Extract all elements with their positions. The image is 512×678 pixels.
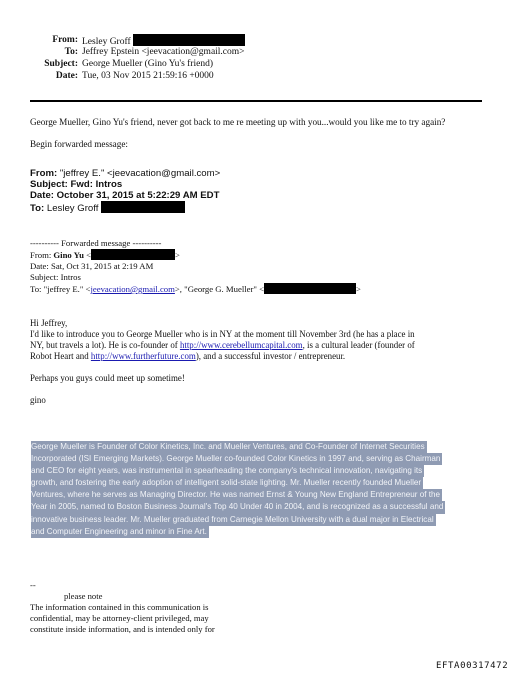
- fwd-to-value: Lesley Groff: [46, 203, 99, 214]
- bates-number: EFTA00317472: [436, 661, 509, 671]
- signature-dashes: --: [30, 580, 36, 590]
- header-date-row: [0, 70, 512, 82]
- redaction-box: [101, 201, 185, 213]
- bio-line: and CEO for eight years, was instrumental in spearheading the company's technical innovation, navigating its: [31, 465, 424, 477]
- inner-forward-header: ---------- Forwarded message ---------- From: Gino Yu < > Date: Sat, Oct 31, 2015 at 2:19 AM Subject: Intros To: "jeffrey E." <jeevacation@gmail.com>, "George G. Mueller" < >: [30, 238, 361, 294]
- header-to-value: Jeffrey Epstein <jeevacation@gmail.com>: [82, 47, 245, 57]
- header-subject-label: Subject:: [44, 59, 78, 69]
- fwd-from-value: "jeffrey E." <jeevacation@gmail.com>: [59, 168, 221, 179]
- bio-line: Ventures, where he serves as Managing Director. He was named Ernst & Young New England Entrepreneur of the: [31, 489, 442, 501]
- fwd-to-label: To:: [30, 203, 45, 214]
- fwd-date-value: October 31, 2015 at 5:22:29 AM EDT: [56, 190, 220, 201]
- fwd-from-label: From:: [30, 168, 58, 179]
- bio-line: growth, and fostering the early adoption of intelligent solid-state lighting. Mr. Mueller recently founded Mueller: [31, 477, 423, 489]
- inner-date: Date: Sat, Oct 31, 2015 at 2:19 AM: [30, 261, 154, 271]
- forward-divider: ---------- Forwarded message ----------: [30, 238, 162, 248]
- inner-subject: Subject: Intros: [30, 272, 81, 282]
- bio-highlight: [31, 441, 475, 538]
- inner-from-label: From:: [30, 250, 52, 260]
- furtherfuture-link[interactable]: http://www.furtherfuture.com: [90, 351, 196, 361]
- redaction-box: [133, 34, 245, 46]
- header-subject-row: [0, 58, 512, 70]
- header-to-label: To:: [64, 47, 78, 57]
- begin-forwarded-label: Begin forwarded message:: [30, 139, 128, 149]
- header-date-label: Date:: [55, 71, 78, 81]
- header-from-row: [0, 34, 512, 46]
- bio-line: innovative business leader. Mr. Mueller graduated from Carnegie Mellon University with a dual major in Electrical: [31, 514, 436, 526]
- fwd-date-label: Date:: [30, 190, 54, 201]
- bio-line: Incorporated (ISI Emerging Markets). George Mueller co-founded Color Kinetics in 1997 and, serving as Chairman: [31, 453, 442, 465]
- meet-up-line: Perhaps you guys could meet up sometime!: [30, 373, 185, 383]
- header-from-label: From:: [52, 35, 78, 45]
- email-link[interactable]: jeevacation@gmail.com: [90, 284, 175, 294]
- bio-line: and Computer Engineering and minor in Fine Art.: [31, 526, 209, 538]
- please-note: please note: [64, 591, 103, 601]
- greeting: Hi Jeffrey,: [30, 318, 68, 328]
- header-from-value: Lesley Groff: [82, 37, 131, 47]
- bio-line: George Mueller is Founder of Color Kinetics, Inc. and Mueller Ventures, and Co-Founder of Internet Securities: [31, 441, 427, 453]
- header-subject-value: George Mueller (Gino Yu's friend): [82, 59, 213, 69]
- email-header: [0, 34, 512, 82]
- disclaimer-line: confidential, may be attorney-client privileged, may: [30, 613, 209, 623]
- message-line: I'd like to introduce you to George Mueller who is in NY at the moment till November 3rd (he has a place in: [30, 329, 415, 339]
- forwarded-header: [30, 168, 220, 214]
- header-to-row: [0, 46, 512, 58]
- cerebellum-link[interactable]: http://www.cerebellumcapital.com: [179, 340, 303, 350]
- intro-line: George Mueller, Gino Yu's friend, never got back to me re meeting up with you...would you like me to try again?: [30, 117, 446, 127]
- header-divider: [30, 100, 482, 102]
- disclaimer-line: The information contained in this communication is: [30, 602, 209, 612]
- redaction-box: [264, 283, 356, 294]
- disclaimer-line: constitute inside information, and is intended only for: [30, 624, 215, 634]
- signoff: gino: [30, 395, 46, 405]
- fwd-subject-label: Subject:: [30, 179, 68, 190]
- inner-from-name: Gino Yu: [53, 250, 84, 260]
- fwd-subject-value: Fwd: Intros: [70, 179, 123, 190]
- redaction-box: [91, 249, 175, 260]
- bio-line: Year in 2005, named to Boston Business Journal's Top 40 Under 40 in 2004, and is recognized as a successful and: [31, 501, 445, 513]
- header-date-value: Tue, 03 Nov 2015 21:59:16 +0000: [82, 71, 214, 81]
- message-body: Hi Jeffrey, I'd like to introduce you to George Mueller who is in NY at the moment till November 3rd (he has a place in NY, but travels a lot). He is co-founder of http://www.cerebellumcapital.com, is a cultural leader (founder of Robot Heart and http://www.furtherfuture.com), and a successful investor / entrepreneur. Perhaps you guys could meet up sometime! gino: [30, 318, 415, 405]
- disclaimer: [30, 580, 215, 635]
